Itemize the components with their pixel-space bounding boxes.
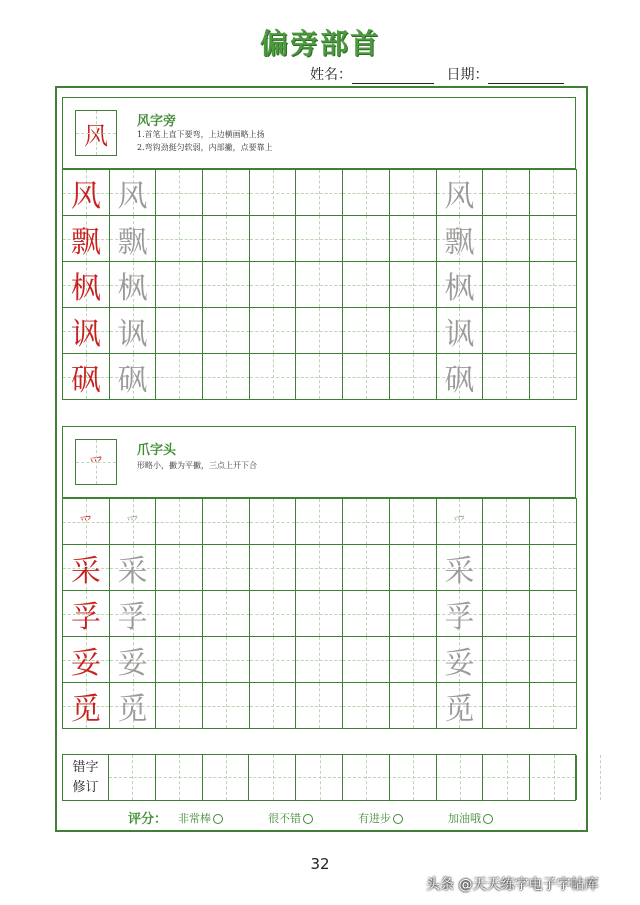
trace-char: 觅 <box>444 691 475 727</box>
model-char: 觅 <box>70 691 101 727</box>
practice-cell[interactable] <box>110 170 157 216</box>
circle-icon <box>393 814 403 824</box>
practice-cell[interactable] <box>296 545 343 591</box>
practice-cell[interactable] <box>483 545 530 591</box>
practice-cell[interactable] <box>296 354 343 400</box>
practice-cell[interactable] <box>437 545 484 591</box>
practice-cell[interactable] <box>110 637 157 683</box>
trace-char: 飘 <box>444 224 475 260</box>
practice-cell[interactable] <box>530 354 577 400</box>
score-option[interactable]: 有进步 <box>358 810 403 826</box>
practice-cell[interactable] <box>437 354 484 400</box>
practice-cell[interactable] <box>296 683 343 729</box>
practice-cell[interactable] <box>437 683 484 729</box>
practice-cell[interactable] <box>343 354 390 400</box>
practice-row <box>63 591 577 637</box>
practice-cell[interactable] <box>343 308 390 354</box>
practice-cell[interactable] <box>110 308 157 354</box>
practice-cell[interactable] <box>250 170 297 216</box>
practice-cell[interactable] <box>343 216 390 262</box>
practice-cell[interactable] <box>483 637 530 683</box>
trace-char: 孚 <box>444 599 475 635</box>
trace-char: 风 <box>117 178 148 214</box>
practice-cell[interactable] <box>63 591 110 637</box>
practice-cell[interactable] <box>437 170 484 216</box>
practice-cell[interactable] <box>483 354 530 400</box>
practice-cell[interactable] <box>110 354 157 400</box>
practice-cell[interactable] <box>250 216 297 262</box>
date-field[interactable] <box>488 69 564 84</box>
practice-cell[interactable] <box>250 354 297 400</box>
page-title: 偏旁部首 <box>259 27 380 60</box>
circle-icon <box>213 814 223 824</box>
practice-cell[interactable] <box>390 216 437 262</box>
practice-cell[interactable] <box>250 545 297 591</box>
practice-cell[interactable] <box>250 637 297 683</box>
practice-cell[interactable] <box>110 683 157 729</box>
practice-cell[interactable] <box>437 591 484 637</box>
radical-rule: 形略小，撇为平撇，三点上开下合 <box>137 461 257 470</box>
practice-cell[interactable] <box>343 545 390 591</box>
practice-cell[interactable] <box>296 216 343 262</box>
radical-rule: 1.首笔上直下要弯，上边横画略上扬 <box>137 130 265 139</box>
date-label: 日期： <box>446 67 489 83</box>
practice-cell[interactable] <box>110 262 157 308</box>
page-number: 32 <box>310 855 330 873</box>
practice-cell[interactable] <box>343 637 390 683</box>
practice-row <box>63 216 577 262</box>
practice-cell[interactable] <box>203 216 250 262</box>
practice-cell[interactable] <box>530 499 577 545</box>
practice-row <box>63 545 577 591</box>
radical-char: 风 <box>84 121 108 150</box>
practice-row <box>63 683 577 729</box>
score-line <box>128 808 568 827</box>
practice-cell[interactable] <box>156 683 203 729</box>
name-date-line <box>310 64 572 84</box>
practice-cell[interactable] <box>343 683 390 729</box>
practice-cell[interactable] <box>390 545 437 591</box>
circle-icon <box>303 814 313 824</box>
score-option[interactable]: 很不错 <box>268 810 313 826</box>
practice-cell[interactable] <box>530 591 577 637</box>
practice-cell[interactable] <box>203 499 250 545</box>
model-char: 讽 <box>70 316 101 352</box>
practice-cell[interactable] <box>250 499 297 545</box>
practice-cell[interactable] <box>390 683 437 729</box>
radical-box <box>75 439 117 485</box>
correction-label-text: 错字修订 <box>72 760 99 795</box>
score-label: 评分： <box>128 812 168 827</box>
watermark: 头条 @天天练字电子字帖库 <box>426 877 599 893</box>
radical-box <box>75 110 117 156</box>
practice-cell[interactable] <box>63 308 110 354</box>
practice-cell[interactable] <box>63 545 110 591</box>
practice-cell[interactable] <box>63 499 110 545</box>
practice-row <box>63 170 577 216</box>
practice-cell[interactable] <box>343 591 390 637</box>
practice-cell[interactable] <box>63 170 110 216</box>
practice-cell[interactable] <box>483 262 530 308</box>
model-char: 飘 <box>70 224 101 260</box>
practice-cell[interactable] <box>390 499 437 545</box>
practice-cell[interactable] <box>390 637 437 683</box>
practice-cell[interactable] <box>530 545 577 591</box>
score-option[interactable]: 非常棒 <box>178 810 223 826</box>
practice-row <box>63 637 577 683</box>
practice-row <box>63 499 577 545</box>
trace-char: 砜 <box>117 362 148 398</box>
practice-cell[interactable] <box>110 545 157 591</box>
radical-char: 爫 <box>87 453 104 473</box>
trace-char: 觅 <box>117 691 148 727</box>
practice-cell[interactable] <box>437 637 484 683</box>
practice-cell[interactable] <box>156 262 203 308</box>
practice-cell[interactable] <box>530 170 577 216</box>
practice-cell[interactable] <box>110 499 157 545</box>
practice-cell[interactable] <box>483 216 530 262</box>
model-char: 采 <box>70 553 101 589</box>
score-option[interactable]: 加油哦 <box>448 810 493 826</box>
section-header <box>62 426 576 498</box>
practice-cell[interactable] <box>203 545 250 591</box>
radical-rule: 2.弯钩劲挺匀软弱，内部撇，点要靠上 <box>137 143 273 152</box>
practice-cell[interactable] <box>250 683 297 729</box>
practice-cell[interactable] <box>343 170 390 216</box>
trace-char: 枫 <box>117 270 148 306</box>
practice-cell[interactable] <box>250 591 297 637</box>
practice-cell[interactable] <box>530 637 577 683</box>
trace-char: 妥 <box>117 645 148 681</box>
practice-cell[interactable] <box>156 591 203 637</box>
practice-cell[interactable] <box>483 683 530 729</box>
practice-cell[interactable] <box>296 591 343 637</box>
practice-cell[interactable] <box>343 262 390 308</box>
practice-cell[interactable] <box>63 354 110 400</box>
practice-cell[interactable] <box>156 545 203 591</box>
trace-char: 采 <box>444 553 475 589</box>
practice-cell[interactable] <box>203 354 250 400</box>
practice-cell[interactable] <box>250 308 297 354</box>
trace-char: 枫 <box>444 270 475 306</box>
trace-char: 讽 <box>117 316 148 352</box>
practice-cell[interactable] <box>110 591 157 637</box>
practice-cell[interactable] <box>296 637 343 683</box>
practice-cell[interactable] <box>437 308 484 354</box>
practice-cell[interactable] <box>203 683 250 729</box>
practice-cell[interactable] <box>250 262 297 308</box>
trace-char: 讽 <box>444 316 475 352</box>
practice-cell[interactable] <box>390 354 437 400</box>
practice-cell[interactable] <box>296 262 343 308</box>
practice-grid <box>62 169 577 400</box>
model-char: 风 <box>70 178 101 214</box>
practice-cell[interactable] <box>296 308 343 354</box>
practice-cell[interactable] <box>63 637 110 683</box>
trace-char: 风 <box>444 178 475 214</box>
radical-name: 风字旁 <box>137 114 177 129</box>
practice-cell[interactable] <box>63 262 110 308</box>
radical-name: 爪字头 <box>137 443 177 458</box>
trace-char: 采 <box>117 553 148 589</box>
trace-char: 飘 <box>117 224 148 260</box>
practice-cell[interactable] <box>156 637 203 683</box>
practice-cell[interactable] <box>156 170 203 216</box>
trace-char: 爫 <box>452 514 467 531</box>
practice-cell[interactable] <box>203 262 250 308</box>
model-char: 孚 <box>70 599 101 635</box>
practice-cell[interactable] <box>530 216 577 262</box>
practice-cell[interactable] <box>437 499 484 545</box>
practice-row <box>63 262 577 308</box>
trace-char: 砜 <box>444 362 475 398</box>
circle-icon <box>483 814 493 824</box>
practice-cell[interactable] <box>437 262 484 308</box>
practice-grid <box>62 498 577 729</box>
name-field[interactable] <box>352 69 434 84</box>
correction-label <box>63 755 109 800</box>
section-header <box>62 97 576 169</box>
practice-cell[interactable] <box>530 308 577 354</box>
model-char: 爫 <box>78 514 93 531</box>
practice-cell[interactable] <box>203 591 250 637</box>
practice-cell[interactable] <box>343 499 390 545</box>
name-label: 姓名： <box>310 67 352 83</box>
practice-cell[interactable] <box>530 262 577 308</box>
practice-cell[interactable] <box>63 683 110 729</box>
practice-cell[interactable] <box>156 308 203 354</box>
correction-row <box>62 754 576 801</box>
model-char: 砜 <box>70 362 101 398</box>
practice-cell[interactable] <box>296 499 343 545</box>
practice-cell[interactable] <box>483 170 530 216</box>
practice-cell[interactable] <box>483 499 530 545</box>
practice-cell[interactable] <box>483 591 530 637</box>
practice-cell[interactable] <box>390 170 437 216</box>
practice-cell[interactable] <box>110 216 157 262</box>
trace-char: 爫 <box>125 514 140 531</box>
practice-cell[interactable] <box>203 308 250 354</box>
practice-cell[interactable] <box>296 170 343 216</box>
practice-cell[interactable] <box>390 591 437 637</box>
trace-char: 妥 <box>444 645 475 681</box>
model-char: 妥 <box>70 645 101 681</box>
practice-cell[interactable] <box>530 683 577 729</box>
model-char: 枫 <box>70 270 101 306</box>
practice-row <box>63 354 577 400</box>
practice-cell[interactable] <box>203 170 250 216</box>
practice-cell[interactable] <box>63 216 110 262</box>
practice-cell[interactable] <box>156 354 203 400</box>
trace-char: 孚 <box>117 599 148 635</box>
practice-row <box>63 308 577 354</box>
practice-cell[interactable] <box>203 637 250 683</box>
practice-cell[interactable] <box>156 499 203 545</box>
practice-cell[interactable] <box>437 216 484 262</box>
practice-cell[interactable] <box>390 308 437 354</box>
practice-cell[interactable] <box>483 308 530 354</box>
practice-cell[interactable] <box>390 262 437 308</box>
practice-cell[interactable] <box>156 216 203 262</box>
